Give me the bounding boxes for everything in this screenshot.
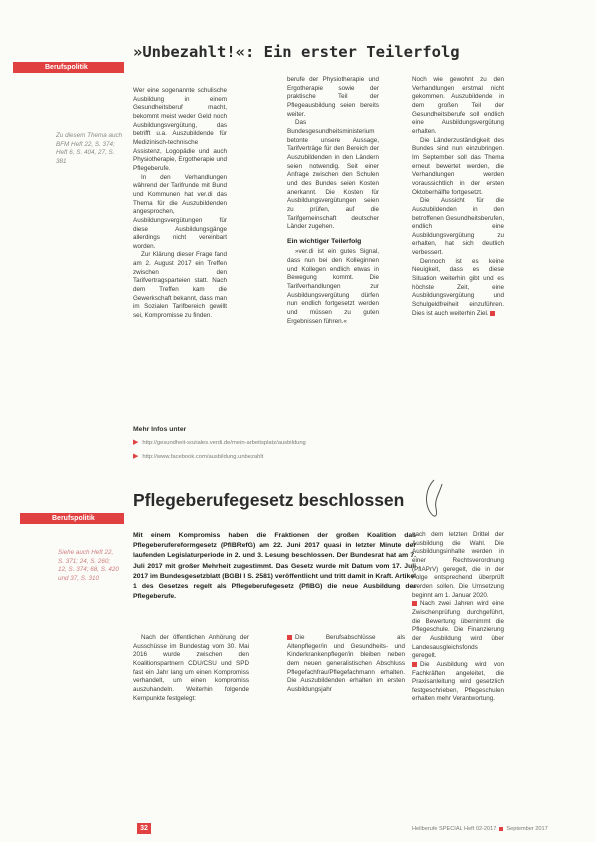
paragraph: Wer eine sogenannte schulische Ausbildung in einem Gesundheitsberuf macht, bekommt meist weder Geld noch Ausbildungsvergütung, das betrifft u.a. Auszubildende für Medizinisch-technische Assistenz, Logopädie und auch Physiotherapie, Ergotherapie und Pflegeberufe.	[133, 87, 227, 172]
paragraph: »ver.di ist ein gutes Signal, dass nun bei den Kolleginnen und Kollegen endlich etwas in Bewegung kommt. Die Tarifverhandlungen zur Ausbildungsvergütung dürfen nun endlich fortgesetzt werden und müssen zu guten Ergebnissen führen.«	[287, 248, 379, 325]
article-title-2: Pflegeberufegesetz beschlossen	[133, 490, 405, 510]
paragraph: Noch wie gewohnt zu den Verhandlungen erstmal nicht gekommen. Auszubildende in dem großen Teil der Gesundheitsberufe soll endlich eine Ausbildungsvergütung erhalten.	[412, 76, 504, 135]
paragraph	[412, 600, 504, 661]
more-info-label: Mehr Infos unter	[133, 426, 187, 433]
article1-column-2	[287, 76, 379, 326]
info-link-1[interactable]	[133, 438, 306, 446]
section-tag-2: Berufspolitik	[20, 513, 124, 524]
article2-column-2	[287, 634, 405, 695]
link-text[interactable]: http://www.facebook.com/ausbildung.unbezahlt	[142, 454, 264, 460]
paragraph-text: Nach zwei Jahren wird eine Zwischenprüfung durchgeführt, die Bewertung übernimmt die Pflegeschule. Die Finanzierung der Ausbildung wird über Landesausgleichsfonds geregelt.	[412, 600, 504, 660]
journal-name: Heilberufe SPECIAL Heft 02-2017	[412, 826, 497, 832]
paragraph: nach dem letzten Drittel der Ausbildung die Wahl. Die Ausbildungsinhalte werden in einer Rechtsverordnung (PflAPrV) geregelt, die in der Folge entsprechend überprüft werden sollen. Die Umsetzung beginnt am 1. Januar 2020.	[412, 531, 504, 599]
info-link-2[interactable]	[133, 452, 263, 460]
article2-column-3	[412, 531, 504, 704]
paragraph: Das Bundesgesundheitsministerium betonte unsere Aussage, Tarifverträge für den Bereich der Auszubildenden in den Ländern seien notwendig. Seit einer Anfrage zwischen den Schulen und des Bundes seien Kosten anerkannt. Die Kosten für Ausbildungsvergütungen seien zu prüfen, auf die Tarifgemeinschaft deutscher Länder zugehen.	[287, 119, 379, 231]
paragraph-text: Die Berufsabschlüsse als Altenpfleger/in und Gesundheits- und Kinderkrankenpfleger/in bleiben neben dem neuen generalistischen Abschluss Pflegefachfrau/Pflegefachmann erhalten. Die Auszubildenden erhalten im ersten Ausbildungsjahr	[287, 634, 405, 693]
paragraph	[412, 661, 504, 704]
paragraph	[412, 258, 504, 319]
article1-column-3	[412, 76, 504, 318]
page-number: 32	[137, 823, 151, 834]
paragraph	[287, 634, 405, 695]
paragraph: In den Verhandlungen während der Tarifrunde mit Bund und Kommunen hat ver.di das Thema für die Auszubildenden angesprochen, Ausbildungsvergütungen für diese Ausbildungsgänge allerdings nicht vereinbart worden.	[133, 173, 227, 250]
article2-column-1	[133, 634, 249, 703]
footer-text	[412, 826, 548, 832]
link-text[interactable]: http://gesundheit-soziales.verdi.de/mein-arbeitsplatz/ausbildung	[142, 440, 306, 446]
handwritten-mark-icon	[420, 478, 450, 524]
arrow-icon: ▶	[133, 453, 139, 460]
end-mark-icon	[490, 311, 495, 316]
article1-column-1	[133, 87, 227, 321]
separator-icon	[499, 827, 503, 831]
paragraph: Nach der öffentlichen Anhörung der Ausschüsse im Bundestag vom 30. Mai 2016 wurde zwischen den Koalitionspartnern CDU/CSU und SPD fast ein Jahr lang um einen Kompromiss verhandelt, um einen kompromiss auszuhandeln. Weiterhin folgende Kernpunkte festgelegt:	[133, 634, 249, 702]
bullet-icon	[412, 662, 417, 667]
paragraph: Zur Klärung dieser Frage fand am 2. August 2017 ein Treffen zwischen den Tarifvertragsparteien statt. Nach dem Treffen kam die Gewerkschaft bekannt, dass man im Sozialen Tarifbereich gewillt sei, Kompromisse zu finden.	[133, 251, 227, 320]
bullet-icon	[412, 601, 417, 606]
article2-lead: Mit einem Kompromiss haben die Fraktionen der großen Koalition das Pflegeberufereformgesetz (PflBRefG) am 22. Juni 2017 quasi in letzter Minute der laufenden Legislaturperiode in 2. und 3. Lesung beschlossen. Der Bundesrat hat am 7. Juli 2017 mit großer Mehrheit zugestimmt. Das Gesetz wurde mit Datum vom 17. Juli 2017 im Bundesgesetzblatt (BGBl I S. 2581) veröffentlicht und tritt damit in Kraft. Artikel 1 des Gesetzes regelt als Pflegeberufegesetz (PflBG) die neue Ausbildung der Pflegeberufe.	[133, 532, 416, 601]
paragraph-text: Die Ausbildung wird von Fachkräften angeleitet, die Praxisanleitung wird gesetzlich festgeschrieben, Pflegeschulen erhalten mehr Verantwortung.	[412, 660, 504, 703]
section-tag-1: Berufspolitik	[13, 62, 124, 73]
paragraph: berufe der Physiotherapie und Ergotherapie sowie der praktische Teil der Pflegeausbildung seien bereits weiter.	[287, 76, 379, 118]
paragraph: Die Aussicht für die Auszubildenden in den betroffenen Gesundheitsberufen, endlich eine Ausbildungsvergütung zu erhalten, hat sich deutlich verbessert.	[412, 197, 504, 257]
side-note-2: Siehe auch Heft 22, S. 371; 24, S. 260; 12, S. 374; 68, S. 420 und 37, S. 310	[58, 549, 119, 582]
paragraph-text: Dennoch ist es keine Neuigkeit, dass es diese Situation weiterhin gibt und es höchste Zeit, eine Ausbildungsvergütung und Schulgeldfreiheit einzuführen. Dies ist auch weiterhin Ziel.	[412, 257, 504, 317]
paragraph: Die Länderzuständigkeit des Bundes sind nun einzubringen. Im September soll das Thema erneut bewertet werden, die Verhandlungen werden voraussichtlich in der ersten Oktoberhälfte fortgesetzt.	[412, 136, 504, 196]
subheading: Ein wichtiger Teilerfolg	[287, 237, 362, 245]
side-note-1: Zu diesem Thema auch BFM Heft 22, S. 374; Heft 6, S. 404, 27, S. 381	[56, 132, 123, 165]
article-title-1: »Unbezahlt!«: Ein erster Teilerfolg	[133, 43, 460, 61]
bullet-icon	[287, 635, 292, 640]
arrow-icon: ▶	[133, 439, 139, 446]
issue-date: September 2017	[506, 826, 548, 832]
